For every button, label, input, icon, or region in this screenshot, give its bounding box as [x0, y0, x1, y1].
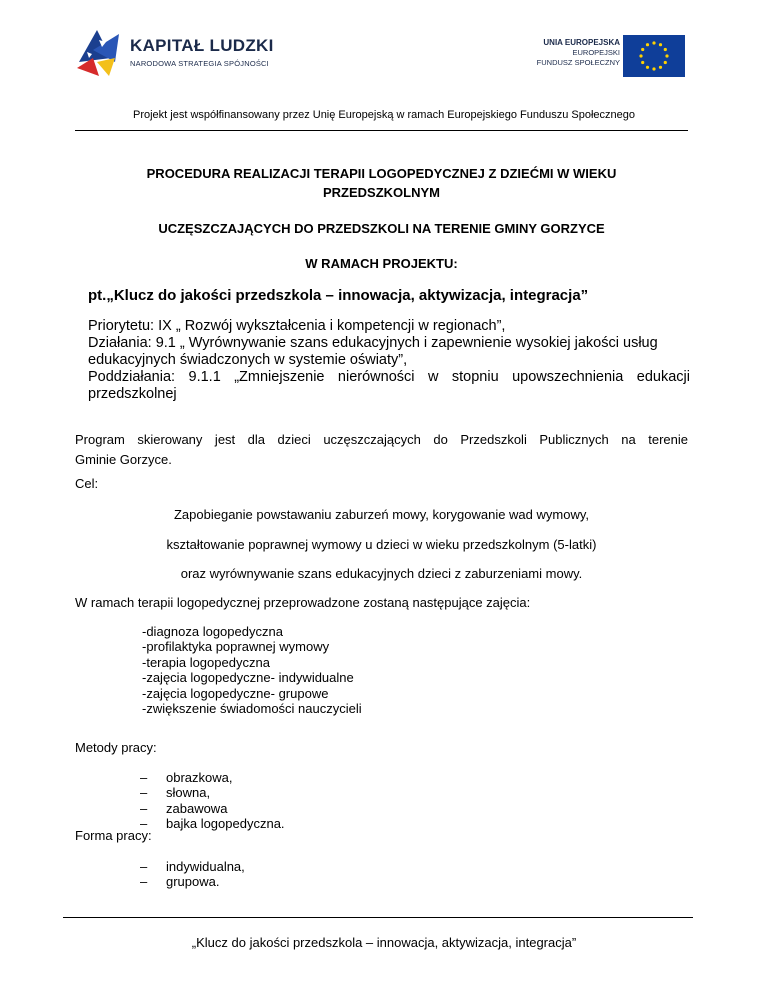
activities-list — [142, 624, 362, 716]
eu-logo-text — [537, 38, 620, 68]
goal-line2: kształtowanie poprawnej wymowy u dzieci w wieku przedszkolnym (5-latki) — [166, 537, 597, 552]
title-line1: PROCEDURA REALIZACJI TERAPII LOGOPEDYCZNEJ Z DZIEĆMI W WIEKU — [146, 166, 617, 181]
methods-label: Metody pracy: — [75, 740, 157, 755]
priority-block — [88, 318, 690, 403]
priority-line3: edukacyjnych świadczonych w systemie oświaty”, — [88, 352, 408, 368]
kapital-ludzki-emblem-icon — [75, 28, 127, 78]
dash-bullet: – — [140, 874, 148, 890]
eu-logo-line1: UNIA EUROPEJSKA — [543, 38, 620, 47]
footer-divider — [63, 917, 693, 918]
title-line3: UCZĘSZCZAJĄCYCH DO PRZEDSZKOLI NA TERENIE GMINY GORZYCE — [158, 221, 605, 236]
priority-line2: Działania: 9.1 „ Wyrównywanie szans edukacyjnych i zapewnienie wysokiej jakości usług — [88, 335, 658, 351]
list-item: – grupowa. — [140, 874, 220, 890]
priority-line5: przedszkolnej — [88, 386, 177, 402]
dash-bullet: – — [140, 800, 148, 816]
program-line2: Gminie Gorzyce. — [75, 452, 172, 467]
form-label: Forma pracy: — [75, 828, 152, 843]
footer-text: „Klucz do jakości przedszkola – innowacja, aktywizacja, integracja” — [191, 935, 577, 950]
title-line4: W RAMACH PROJEKTU: — [305, 256, 458, 271]
program-paragraph — [75, 430, 688, 470]
header-note: Projekt jest współfinansowany przez Unię Europejską w ramach Europejskiego Funduszu Społecznego — [133, 109, 635, 121]
list-item: -zwiększenie świadomości nauczycieli — [142, 701, 362, 717]
list-item: – indywidualna, — [140, 859, 245, 874]
list-item: -profilaktyka poprawnej wymowy — [142, 639, 330, 655]
dash-bullet: – — [140, 785, 148, 801]
methods-list — [140, 770, 285, 832]
program-line1: Program skierowany jest dla dzieci uczęszczających do Przedszkoli Publicznych na terenie — [75, 432, 688, 447]
eu-flag-icon — [623, 35, 685, 77]
eu-logo-line3: FUNDUSZ SPOŁECZNY — [536, 58, 620, 67]
forms-list — [140, 859, 245, 890]
goal-line1: Zapobieganie powstawaniu zaburzeń mowy, korygowanie wad wymowy, — [173, 507, 589, 522]
project-name: pt.„Klucz do jakości przedszkola – innowacja, aktywizacja, integracja” — [88, 287, 589, 304]
priority-line1: Priorytetu: IX „ Rozwój wykształcenia i kompetencji w regionach”, — [88, 318, 506, 334]
list-item: -zajęcia logopedyczne- grupowe — [142, 685, 329, 701]
title-line2: PRZEDSZKOLNYM — [323, 185, 440, 200]
header-divider — [75, 130, 688, 131]
eu-logo-line2: EUROPEJSKI — [572, 48, 620, 57]
list-item: – zabawowa — [140, 800, 228, 816]
list-item: – bajka logopedyczna. — [140, 816, 285, 832]
list-item: -zajęcia logopedyczne- indywidualne — [142, 670, 354, 686]
goal-line3: oraz wyrównywanie szans edukacyjnych dzieci z zaburzeniami mowy. — [180, 566, 583, 581]
priority-line4: Poddziałania: 9.1.1 „Zmniejszenie nierówności w stopniu upowszechnienia edukacji — [88, 369, 690, 385]
kapital-ludzki-subtitle: NARODOWA STRATEGIA SPÓJNOŚCI — [130, 59, 269, 68]
dash-bullet: – — [140, 816, 148, 832]
list-item: – obrazkowa, — [140, 770, 233, 785]
list-item: -diagnoza logopedyczna — [142, 624, 283, 639]
goal-label: Cel: — [75, 476, 99, 491]
kapital-ludzki-logo — [75, 28, 274, 78]
activities-intro: W ramach terapii logopedycznej przeprowadzone zostaną następujące zajęcia: — [75, 595, 531, 610]
dash-bullet: – — [140, 859, 148, 874]
list-item: -terapia logopedyczna — [142, 654, 270, 670]
dash-bullet: – — [140, 770, 148, 785]
eu-logo — [510, 33, 685, 79]
list-item: – słowna, — [140, 785, 211, 801]
kapital-ludzki-title: KAPITAŁ LUDZKI — [130, 36, 274, 55]
